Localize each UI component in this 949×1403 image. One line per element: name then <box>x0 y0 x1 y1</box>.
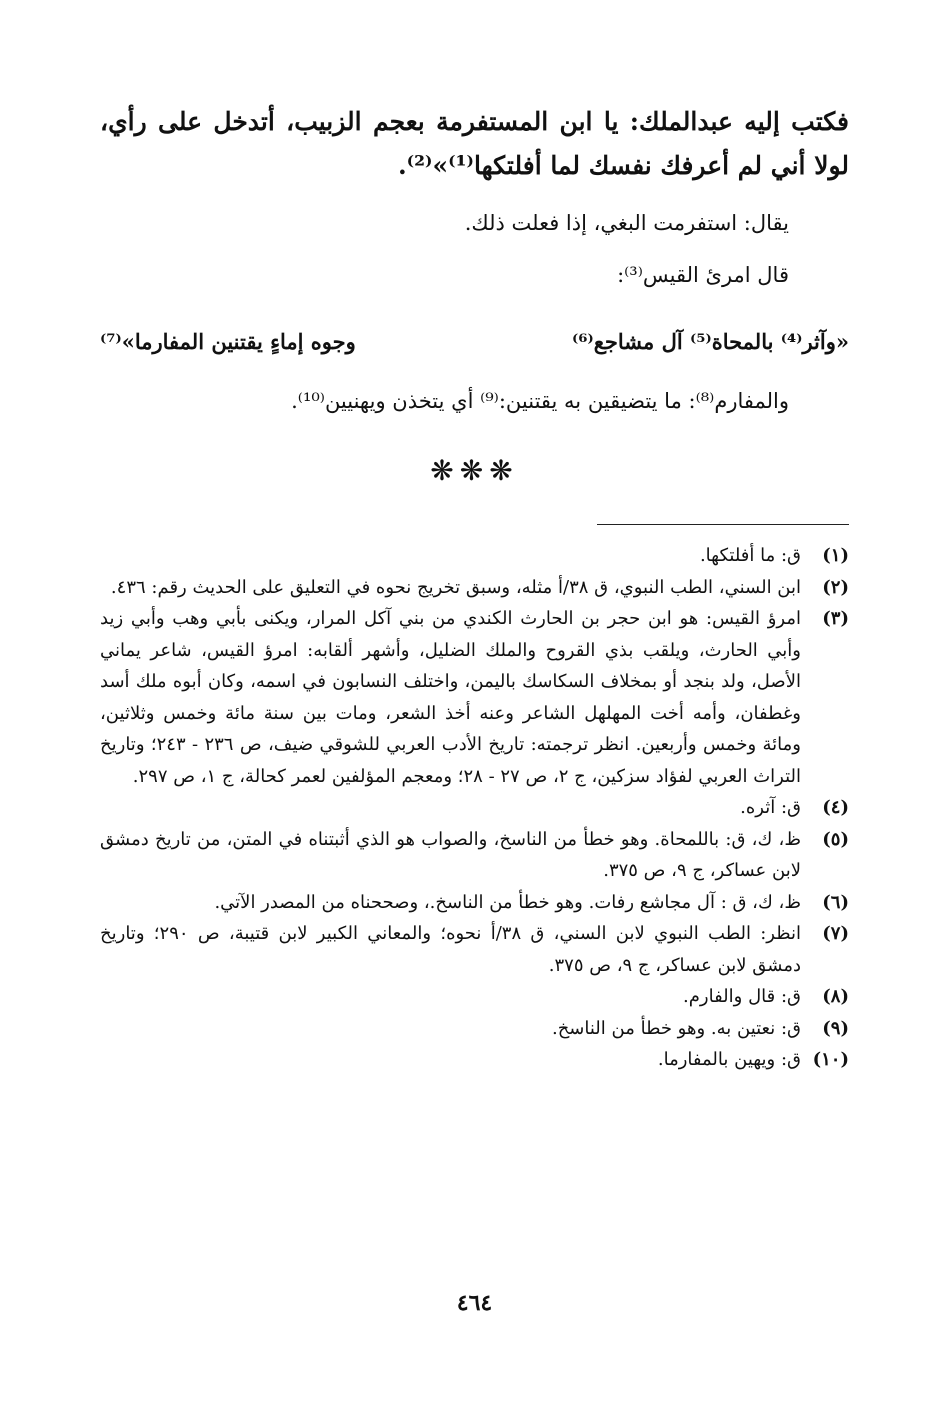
page-number: ٤٦٤ <box>456 1290 493 1316</box>
footnote-text: ابن السني، الطب النبوي، ق ٣٨/أ مثله، وسبق تخريج نحوه في التعليق على الحديث رقم: ٤٣٦. <box>110 576 801 598</box>
footnote-10 <box>100 1044 849 1076</box>
footnote-text: ق: آثره. <box>740 797 801 818</box>
footnote-text: ق: نعتين به. وهو خطأ من الناسخ. <box>551 1017 801 1039</box>
footnote-8 <box>100 981 849 1013</box>
footnote-9 <box>100 1013 849 1045</box>
footnote-2 <box>100 572 849 604</box>
footnote-number: (٣) <box>822 608 849 629</box>
footnote-number: (٩) <box>822 1017 849 1039</box>
section-separator: ❋❋❋ <box>430 454 519 487</box>
footnote-text: ق: ويهين بالمفارما. <box>657 1049 801 1070</box>
footnote-number: (٢) <box>822 576 849 598</box>
footnote-text: ظ، ك، ق : آل مجاشع رفات. وهو خطأ من الناسخ.، وصححناه من المصدر الآتي. <box>214 891 801 913</box>
footnote-text: انظر: الطب النبوي لابن السني، ق ٣٨/أ نحوه؛ والمعاني الكبير لابن قتيبة، ص ٢٩٠؛ وتاريخ دمشق لابن عساكر، ج ٩، ص ٣٧٥. <box>100 923 802 976</box>
poet-intro-line: قال امرئ القيس⁽³⁾: <box>617 263 789 287</box>
gloss-line: والمفارم⁽⁸⁾: ما يتضيقين به يقتنين:⁽⁹⁾ أي يتخذن ويهنيين⁽¹⁰⁾. <box>291 389 789 413</box>
footnote-number: (٤) <box>822 797 849 818</box>
footnote-text: ق: ما أفلتكها. <box>699 545 801 566</box>
footnote-6 <box>100 887 849 919</box>
footnote-number: (٥) <box>822 828 849 850</box>
footnote-number: (٧) <box>822 923 849 944</box>
footnote-text: امرؤ القيس: هو ابن حجر بن الحارث الكندي من بني آكل المرار، ويكنى بأبي وهب وأبي زيد وأبي الحارث، ويلقب بذي القروح والملك الضليل، وأشهر ألقابه: امرؤ القيس، شاعر يماني الأصل، ولد بنجد أو بمخلاف السكاسك باليمن، واختلف النسابون في اسمه، وكان أبوه ملك أسد وغطفان، وأمه أخت المهلهل الشاعر وعنه أخذ الشعر، ومات بين سنة مائة وخمس وثلاثين، ومائة وخمس وأربعين. انظر ترجمته: تاريخ الأدب العربي للشوقي ضيف، ص ٢٣٦ - ٢٤٣؛ وتاريخ التراث العربي لفؤاد سزكين، ج ٢، ص ٢٧ - ٢٨؛ ومعجم المؤلفين لعمر كحالة، ج ١، ص ٢٩٧. <box>100 608 802 787</box>
footnote-number: (١) <box>822 545 849 566</box>
footnote-number: (٦) <box>822 891 849 913</box>
footnote-text: ق: قال والفارم. <box>683 986 801 1007</box>
footnote-divider <box>597 524 849 525</box>
footnote-number: (٨) <box>822 986 849 1007</box>
definition-line: يقال: استفرمت البغي، إذا فعلت ذلك. <box>464 211 789 235</box>
poem-verse <box>100 324 849 360</box>
footnote-7 <box>100 918 849 981</box>
verse-first-hemistich: «وآثر⁽⁴⁾ بالمحاة⁽⁵⁾ آل مشاجع⁽⁶⁾ <box>572 329 849 354</box>
verse-second-hemistich: وجوه إماءٍ يقتنين المفارما»⁽⁷⁾ <box>100 329 356 354</box>
footnote-text: ظ، ك، ق: باللمحاة. وهو خطأ من الناسخ، والصواب هو الذي أثبتناه في المتن، من تاريخ دمشق لابن عساكر، ج ٩، ص ٣٧٥. <box>100 828 801 881</box>
footnote-1 <box>100 540 849 572</box>
footnote-number: (١٠) <box>812 1049 849 1070</box>
main-paragraph: فكتب إليه عبدالملك: يا ابن المستفرمة بعجم الزبيب، أتدخل على رأي، لولا أني لم أعرفك نفسك لما أفلتكها⁽¹⁾»⁽²⁾. <box>100 107 849 180</box>
footnote-4 <box>100 792 849 824</box>
footnote-3 <box>100 603 849 792</box>
footnotes-section <box>100 540 849 1076</box>
footnote-5 <box>100 824 849 887</box>
